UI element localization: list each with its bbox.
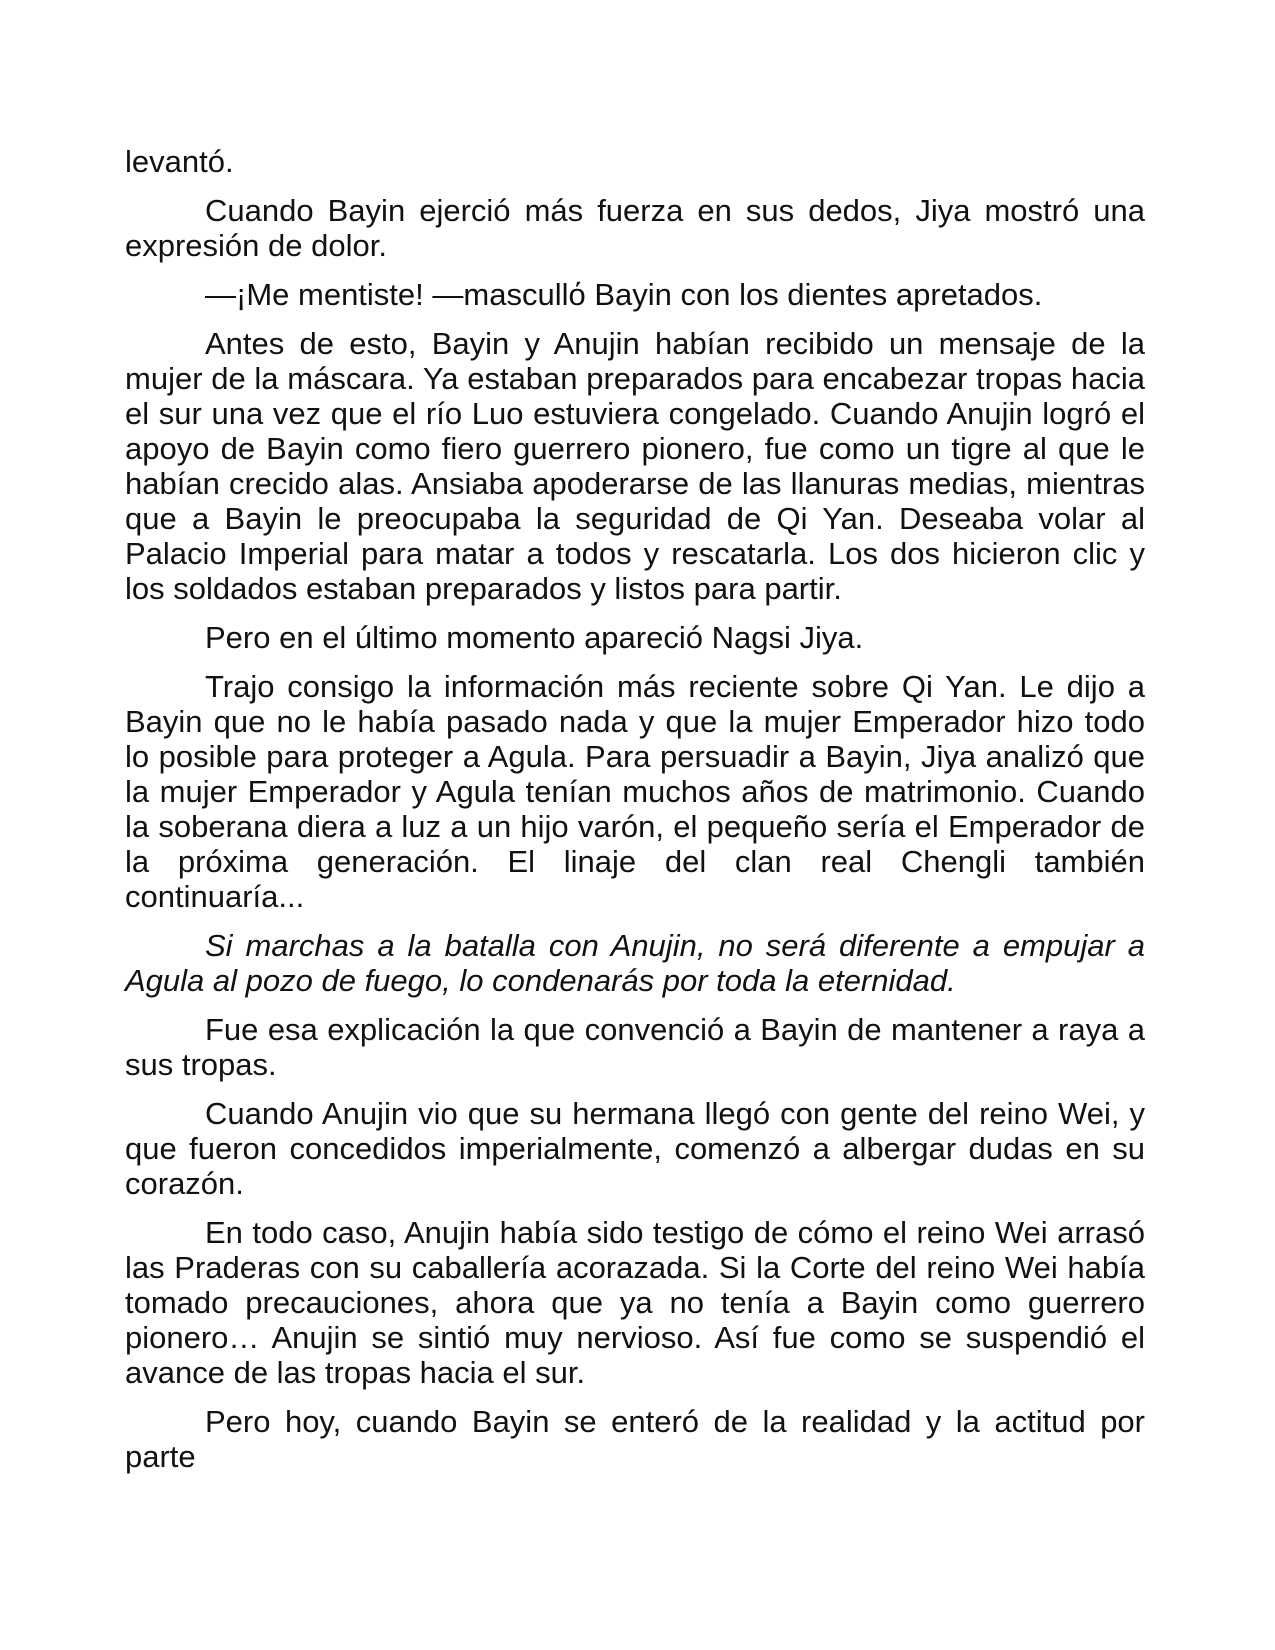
- paragraph: levantó.: [125, 144, 234, 179]
- paragraph: Antes de esto, Bayin y Anujin habían recibido un mensaje de la mujer de la máscara. Ya estaban preparados para encabezar tropas hacia el sur una vez que el río Luo estuviera congelado. Cuando Anujin logró el apoyo de Bayin como fiero guerrero pionero, fue como un tigre al que le habían crecido alas. Ansiaba apoderarse de las llanuras medias, mientras que a Bayin le preocupaba la seguridad de Qi Yan. Deseaba volar al Palacio Imperial para matar a todos y rescatarla. Los dos hicieron clic y los soldados estaban preparados y listos para partir.: [125, 326, 1145, 606]
- document-page: [125, 144, 1145, 1488]
- paragraph: Trajo consigo la información más reciente sobre Qi Yan. Le dijo a Bayin que no le había pasado nada y que la mujer Emperador hizo todo lo posible para proteger a Agula. Para persuadir a Bayin, Jiya analizó que la mujer Emperador y Agula tenían muchos años de matrimonio. Cuando la soberana diera a luz a un hijo varón, el pequeño sería el Emperador de la próxima generación. El linaje del clan real Chengli también continuaría...: [125, 669, 1145, 914]
- paragraph: Pero hoy, cuando Bayin se enteró de la realidad y la actitud por parte: [125, 1404, 1145, 1474]
- paragraph: Cuando Bayin ejerció más fuerza en sus dedos, Jiya mostró una expresión de dolor.: [125, 193, 1145, 263]
- paragraph: Fue esa explicación la que convenció a Bayin de mantener a raya a sus tropas.: [125, 1012, 1145, 1082]
- italic-thought-paragraph: Si marchas a la batalla con Anujin, no será diferente a empujar a Agula al pozo de fuego, lo condenarás por toda la eternidad.: [125, 928, 1145, 998]
- paragraph: En todo caso, Anujin había sido testigo de cómo el reino Wei arrasó las Praderas con su caballería acorazada. Si la Corte del reino Wei había tomado precauciones, ahora que ya no tenía a Bayin como guerrero pionero… Anujin se sintió muy nervioso. Así fue como se suspendió el avance de las tropas hacia el sur.: [125, 1215, 1145, 1390]
- dialogue-paragraph: —¡Me mentiste! —mascullό Bayin con los dientes apretados.: [205, 277, 1043, 312]
- paragraph: Pero en el último momento apareció Nagsi Jiya.: [205, 620, 864, 655]
- paragraph: Cuando Anujin vio que su hermana llegó con gente del reino Wei, y que fueron concedidos imperialmente, comenzó a albergar dudas en su corazón.: [125, 1096, 1145, 1201]
